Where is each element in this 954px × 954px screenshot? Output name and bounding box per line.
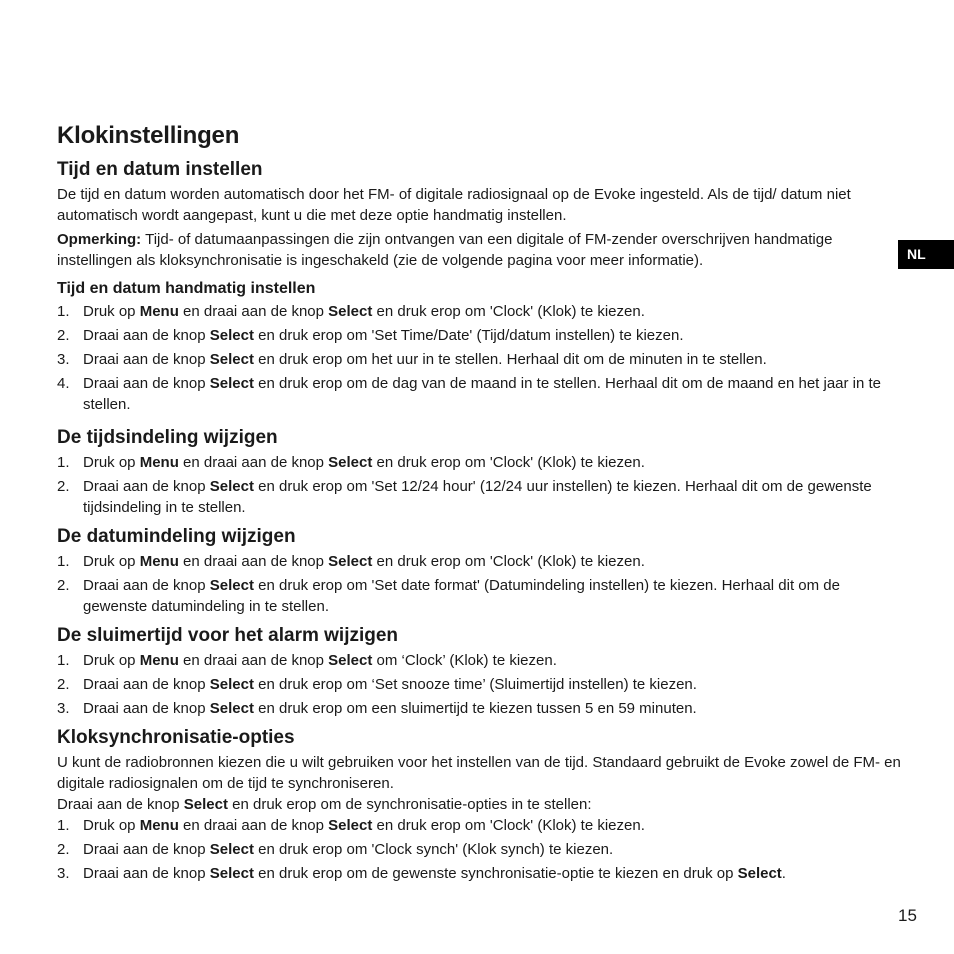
- step-text: Draai aan de knop: [83, 375, 210, 392]
- step-keyword: Select: [737, 865, 782, 882]
- step-keyword: Menu: [139, 454, 179, 471]
- step-number: 1.: [57, 817, 70, 834]
- para-keyword: Select: [183, 796, 228, 813]
- list-item: [57, 839, 902, 860]
- list-item: [57, 476, 902, 518]
- step-keyword: Select: [328, 817, 373, 834]
- step-keyword: Select: [209, 676, 254, 693]
- step-text: en druk erop om 'Clock' (Klok) te kiezen.: [372, 454, 645, 471]
- section-heading-time-date: Tijd en datum instellen: [57, 159, 263, 180]
- step-text: Draai aan de knop: [83, 700, 210, 717]
- step-text: Draai aan de knop: [83, 577, 210, 594]
- step-keyword: Select: [209, 327, 254, 344]
- step-number: 2.: [57, 577, 70, 594]
- section-heading-date-format: De datumindeling wijzigen: [57, 526, 296, 547]
- step-text: .: [781, 865, 786, 882]
- step-text: en druk erop om 'Set Time/Date' (Tijd/datum instellen) te kiezen.: [253, 327, 684, 344]
- step-text: Draai aan de knop: [83, 351, 210, 368]
- step-number: 3.: [57, 700, 70, 717]
- list-item: [57, 674, 902, 695]
- page-number: 15: [898, 906, 917, 925]
- step-text: en druk erop om 'Set date format' (Datumindeling instellen) te kiezen. Herhaal dit om de gewenste datumindeling in te stellen.: [83, 577, 840, 615]
- section-heading-snooze: De sluimertijd voor het alarm wijzigen: [57, 625, 399, 646]
- section-heading-time-format: De tijdsindeling wijzigen: [57, 427, 278, 448]
- step-keyword: Select: [209, 351, 254, 368]
- steps-list-snooze: [57, 650, 902, 719]
- step-text: Druk op: [83, 303, 140, 320]
- step-text: en draai aan de knop: [178, 652, 329, 669]
- step-keyword: Menu: [139, 303, 179, 320]
- subheading-manual-time-date: Tijd en datum handmatig instellen: [57, 280, 316, 297]
- step-text: en druk erop om de gewenste synchronisatie-optie te kiezen en druk op: [253, 865, 738, 882]
- step-keyword: Select: [328, 303, 373, 320]
- step-text: en draai aan de knop: [178, 817, 329, 834]
- step-text: Draai aan de knop: [83, 478, 210, 495]
- step-text: en draai aan de knop: [178, 454, 329, 471]
- steps-list-manual-time-date: [57, 301, 902, 415]
- step-text: en druk erop om 'Clock synch' (Klok synch) te kiezen.: [253, 841, 614, 858]
- note-paragraph: [57, 229, 902, 271]
- list-item: [57, 325, 902, 346]
- step-keyword: Select: [328, 454, 373, 471]
- step-text: Druk op: [83, 817, 140, 834]
- list-item: [57, 815, 902, 836]
- step-number: 4.: [57, 375, 70, 392]
- step-keyword: Select: [209, 700, 254, 717]
- note-label: Opmerking:: [57, 231, 142, 248]
- section-heading-clock-sync: Kloksynchronisatie-opties: [57, 727, 295, 748]
- section-paragraph: [57, 794, 902, 815]
- step-text: Draai aan de knop: [83, 676, 210, 693]
- step-text: en druk erop om de dag van de maand in te stellen. Herhaal dit om de maand en het jaar in te stellen.: [83, 375, 882, 413]
- list-item: [57, 650, 902, 671]
- step-keyword: Select: [209, 841, 254, 858]
- section-paragraph: De tijd en datum worden automatisch door het FM- of digitale radiosignaal op de Evoke ingesteld. Als de tijd/ datum niet automatisch wordt aangepast, kunt u die met deze optie handmatig instellen.: [57, 186, 851, 224]
- step-text: en draai aan de knop: [178, 553, 329, 570]
- step-text: en druk erop om het uur in te stellen. Herhaal dit om de minuten in te stellen.: [253, 351, 767, 368]
- step-text: en druk erop om 'Clock' (Klok) te kiezen.: [372, 817, 645, 834]
- step-number: 1.: [57, 303, 70, 320]
- list-item: [57, 349, 902, 370]
- section-paragraph: U kunt de radiobronnen kiezen die u wilt gebruiken voor het instellen van de tijd. Standaard gebruikt de Evoke zowel de FM- en digitale radiosignalen om de tijd te synchroniseren.: [57, 754, 901, 792]
- step-text: Druk op: [83, 652, 140, 669]
- step-text: en druk erop om ‘Set snooze time’ (Sluimertijd instellen) te kiezen.: [253, 676, 697, 693]
- step-keyword: Menu: [139, 817, 179, 834]
- step-number: 2.: [57, 841, 70, 858]
- step-text: Draai aan de knop: [83, 865, 210, 882]
- step-text: Druk op: [83, 553, 140, 570]
- list-item: [57, 551, 902, 572]
- step-number: 1.: [57, 652, 70, 669]
- step-keyword: Select: [209, 478, 254, 495]
- step-number: 2.: [57, 327, 70, 344]
- list-item: [57, 373, 902, 415]
- step-number: 3.: [57, 865, 70, 882]
- list-item: [57, 698, 902, 719]
- language-tab-nl: NL: [898, 240, 954, 269]
- step-text: en druk erop om 'Clock' (Klok) te kiezen.: [372, 553, 645, 570]
- step-text: en druk erop om 'Clock' (Klok) te kiezen.: [372, 303, 645, 320]
- step-keyword: Select: [328, 553, 373, 570]
- list-item: [57, 863, 902, 884]
- step-text: en draai aan de knop: [178, 303, 329, 320]
- list-item: [57, 575, 902, 617]
- step-number: 1.: [57, 454, 70, 471]
- step-keyword: Select: [328, 652, 373, 669]
- step-number: 3.: [57, 351, 70, 368]
- step-keyword: Select: [209, 375, 254, 392]
- step-text: Draai aan de knop: [83, 327, 210, 344]
- steps-list-clock-sync: [57, 815, 902, 884]
- page-content: [57, 121, 902, 887]
- step-keyword: Menu: [139, 553, 179, 570]
- step-text: Draai aan de knop: [83, 841, 210, 858]
- page-title: Klokinstellingen: [57, 122, 240, 149]
- step-number: 2.: [57, 478, 70, 495]
- step-keyword: Select: [209, 865, 254, 882]
- note-text: Tijd- of datumaanpassingen die zijn ontvangen van een digitale of FM-zender overschrijven handmatige instellingen als kloksynchronisatie is ingeschakeld (zie de volgende pagina voor meer informatie).: [57, 231, 833, 269]
- list-item: [57, 452, 902, 473]
- step-keyword: Menu: [139, 652, 179, 669]
- step-number: 2.: [57, 676, 70, 693]
- step-text: Druk op: [83, 454, 140, 471]
- step-text: en druk erop om een sluimertijd te kiezen tussen 5 en 59 minuten.: [253, 700, 697, 717]
- para-text: Draai aan de knop: [57, 796, 184, 813]
- step-text: om ‘Clock’ (Klok) te kiezen.: [372, 652, 557, 669]
- step-keyword: Select: [209, 577, 254, 594]
- list-item: [57, 301, 902, 322]
- step-text: en druk erop om 'Set 12/24 hour' (12/24 uur instellen) te kiezen. Herhaal dit om de gewenste tijdsindeling in te stellen.: [83, 478, 872, 516]
- para-text: en druk erop om de synchronisatie-opties in te stellen:: [227, 796, 592, 813]
- steps-list-date-format: [57, 551, 902, 617]
- step-number: 1.: [57, 553, 70, 570]
- steps-list-time-format: [57, 452, 902, 518]
